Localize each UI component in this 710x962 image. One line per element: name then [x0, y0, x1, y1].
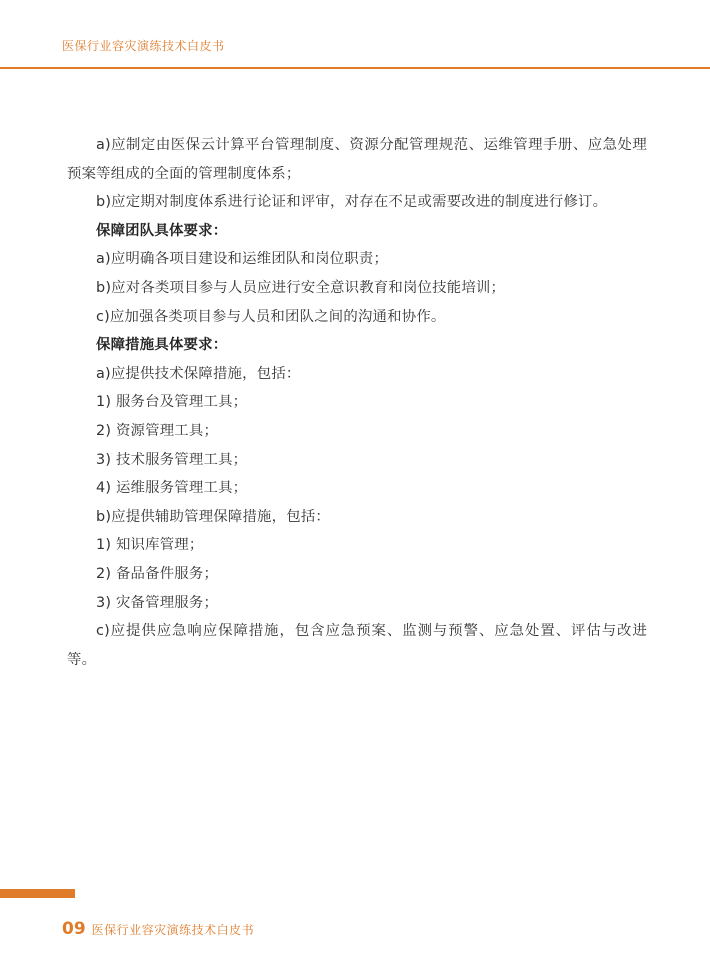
- header-title: 医保行业容灾演练技术白皮书: [62, 39, 225, 53]
- paragraph: b)应对各类项目参与人员应进行安全意识教育和岗位技能培训；: [96, 279, 506, 296]
- list-item: 3) 技术服务管理工具；: [96, 451, 248, 468]
- list-item: 1) 知识库管理；: [96, 537, 204, 554]
- paragraph: c)应提供应急响应保障措施，包含应急预案、监测与预警、应急处置、评估与改进等。: [67, 623, 647, 668]
- page-number: 09: [62, 919, 86, 939]
- footer-title: 医保行业容灾演练技术白皮书: [91, 923, 255, 937]
- list-item: 1) 服务台及管理工具；: [96, 394, 248, 411]
- page-footer: [62, 919, 254, 939]
- header-divider: [0, 67, 710, 69]
- document-body: [67, 131, 647, 674]
- list-item: 4) 运维服务管理工具；: [96, 480, 248, 497]
- paragraph: b)应定期对制度体系进行论证和评审，对存在不足或需要改进的制度进行修订。: [96, 194, 608, 211]
- paragraph: a)应提供技术保障措施，包括：: [96, 365, 301, 382]
- paragraph: b)应提供辅助管理保障措施，包括：: [96, 508, 331, 525]
- footer-accent-bar: [0, 889, 75, 898]
- paragraph: a)应明确各项目建设和运维团队和岗位职责；: [96, 251, 389, 268]
- list-item: 3) 灾备管理服务；: [96, 594, 219, 611]
- section-heading: 保障措施具体要求：: [96, 337, 228, 354]
- paragraph: a)应制定由医保云计算平台管理制度、资源分配管理规范、运维管理手册、应急处理预案等组成的全面的管理制度体系；: [67, 137, 647, 182]
- list-item: 2) 资源管理工具；: [96, 422, 219, 439]
- list-item: 2) 备品备件服务；: [96, 565, 219, 582]
- paragraph: c)应加强各类项目参与人员和团队之间的沟通和协作。: [96, 308, 446, 325]
- section-heading: 保障团队具体要求：: [96, 222, 228, 239]
